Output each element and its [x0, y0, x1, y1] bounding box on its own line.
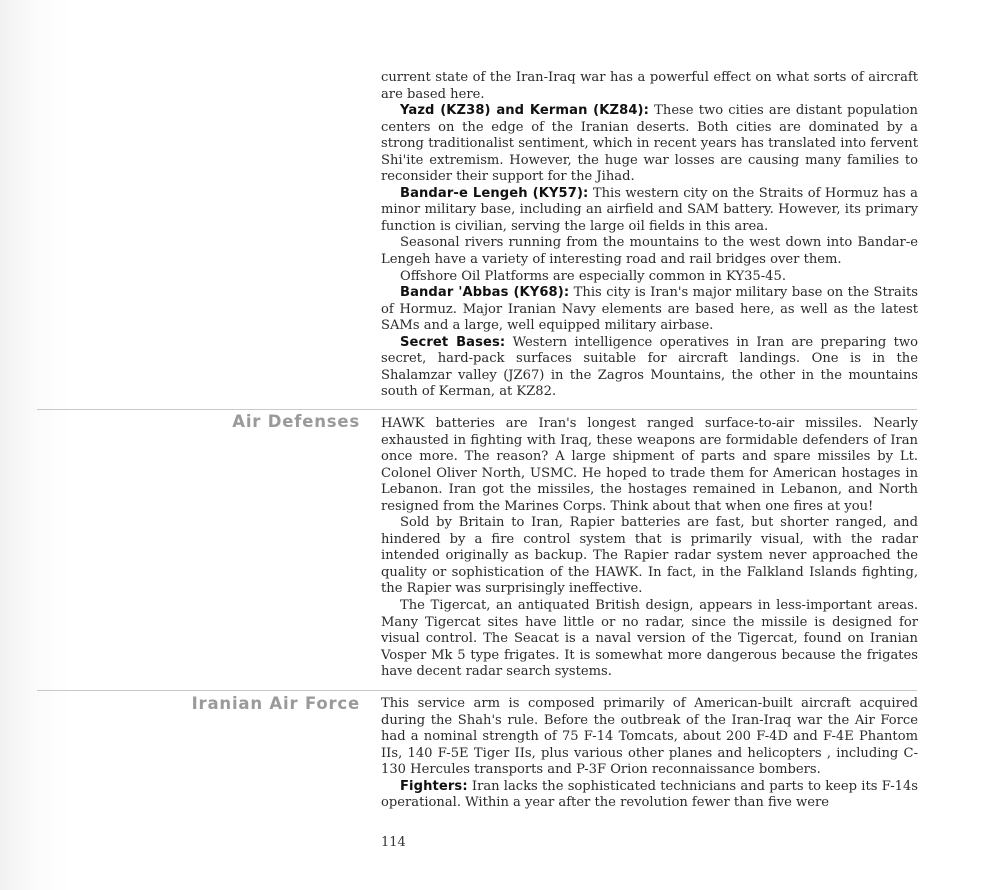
heading-air-defenses: Air Defenses — [232, 412, 360, 431]
paragraph-rapier: Sold by Britain to Iran, Rapier batteries are fast, but shorter ranged, and hindered by a fire control system that is primarily visual, with the radar intended originally as backup. The Rapier radar system never approached the quality or sophistication of the HAWK. In fact, in the Falkland Islands fighting, the Rapier was surprisingly ineffective. — [381, 515, 918, 597]
text-secret-bases: Western intelligence operatives in Iran are preparing two secret, hard-pack surfaces suitable for aircraft landings. One is in the Shalamzar valley (JZ67) in the Zagros Mountains, the other in the mountains south of Kerman, at KZ82. — [381, 334, 918, 400]
paragraph-secret-bases — [381, 335, 918, 401]
paragraph-continued: current state of the Iran-Iraq war has a powerful effect on what sorts of aircraft are based here. — [381, 70, 918, 102]
lead-secret-bases: Secret Bases: — [400, 334, 506, 350]
text-bandar-lengeh: This western city on the Straits of Hormuz has a minor military base, including an airfield and SAM battery. However, its primary function is civilian, serving the large oil fields in this area. — [381, 185, 918, 234]
text-fighters: Iran lacks the sophisticated technicians and parts to keep its F-14s operational. Within a year after the revolution fewer than five were — [381, 778, 918, 811]
paragraph-bandar-abbas — [381, 285, 918, 335]
heading-iranian-air-force: Iranian Air Force — [191, 694, 360, 713]
paragraph-yazd-kerman — [381, 103, 918, 186]
paragraph-hawk: HAWK batteries are Iran's longest ranged surface-to-air missiles. Nearly exhausted in fighting with Iraq, these weapons are formidable defenders of Iran once more. The reason? A large shipment of parts and spare missiles by Lt. Colonel Oliver North, USMC. He hoped to trade them for American hostages in Lebanon. Iran got the missiles, the hostages remained in Lebanon, and North resigned from the Marines Corps. Think about that when one fires at you! — [381, 416, 918, 514]
section-divider — [37, 690, 917, 691]
paragraph-bandar-lengeh — [381, 186, 918, 236]
section-cities — [381, 70, 918, 401]
lead-bandar-lengeh: Bandar-e Lengeh (KY57): — [400, 185, 589, 201]
paragraph-tigercat: The Tigercat, an antiquated British design, appears in less-important areas. Many Tigercat sites have little or no radar, since the missile is designed for visual control. The Seacat is a naval version of the Tigercat, found on Iranian Vosper Mk 5 type frigates. It is somewhat more dangerous because the frigates have decent radar search systems. — [381, 598, 918, 680]
text-bandar-abbas: This city is Iran's major military base on the Straits of Hormuz. Major Iranian Navy elements are based here, as well as the latest SAMs and a large, well equipped military airbase. — [381, 285, 918, 334]
section-divider — [37, 409, 917, 410]
paragraph-rivers: Seasonal rivers running from the mountains to the west down into Bandar-e Lengeh have a variety of interesting road and rail bridges over them. — [381, 235, 918, 268]
paragraph-air-force-intro: This service arm is composed primarily of American-built aircraft acquired during the Shah's rule. Before the outbreak of the Iran-Iraq war the Air Force had a nominal strength of 75 F-14 Tomcats, about 200 F-4D and F-4E Phantom IIs, 140 F-5E Tiger IIs, plus various other planes and helicopters , including C-130 Hercules transports and P-3F Orion reconnaissance bombers. — [381, 696, 918, 778]
paragraph-fighters — [381, 779, 918, 812]
lead-yazd-kerman: Yazd (KZ38) and Kerman (KZ84): — [400, 103, 649, 119]
lead-bandar-abbas: Bandar 'Abbas (KY68): — [400, 285, 570, 301]
section-air-defenses — [381, 416, 918, 681]
paragraph-offshore: Offshore Oil Platforms are especially common in KY35-45. — [400, 268, 786, 284]
section-iranian-air-force — [381, 696, 918, 812]
text-yazd-kerman: These two cities are distant population centers on the edge of the Iranian deserts. Both cities are dominated by a strong traditionalist sentiment, which in recent years has translated into fervent Shi'ite extremism. However, the huge war losses are causing many families to reconsider their support for the Jihad. — [381, 103, 918, 185]
page-number: 114 — [381, 835, 406, 850]
lead-fighters: Fighters: — [400, 778, 468, 794]
